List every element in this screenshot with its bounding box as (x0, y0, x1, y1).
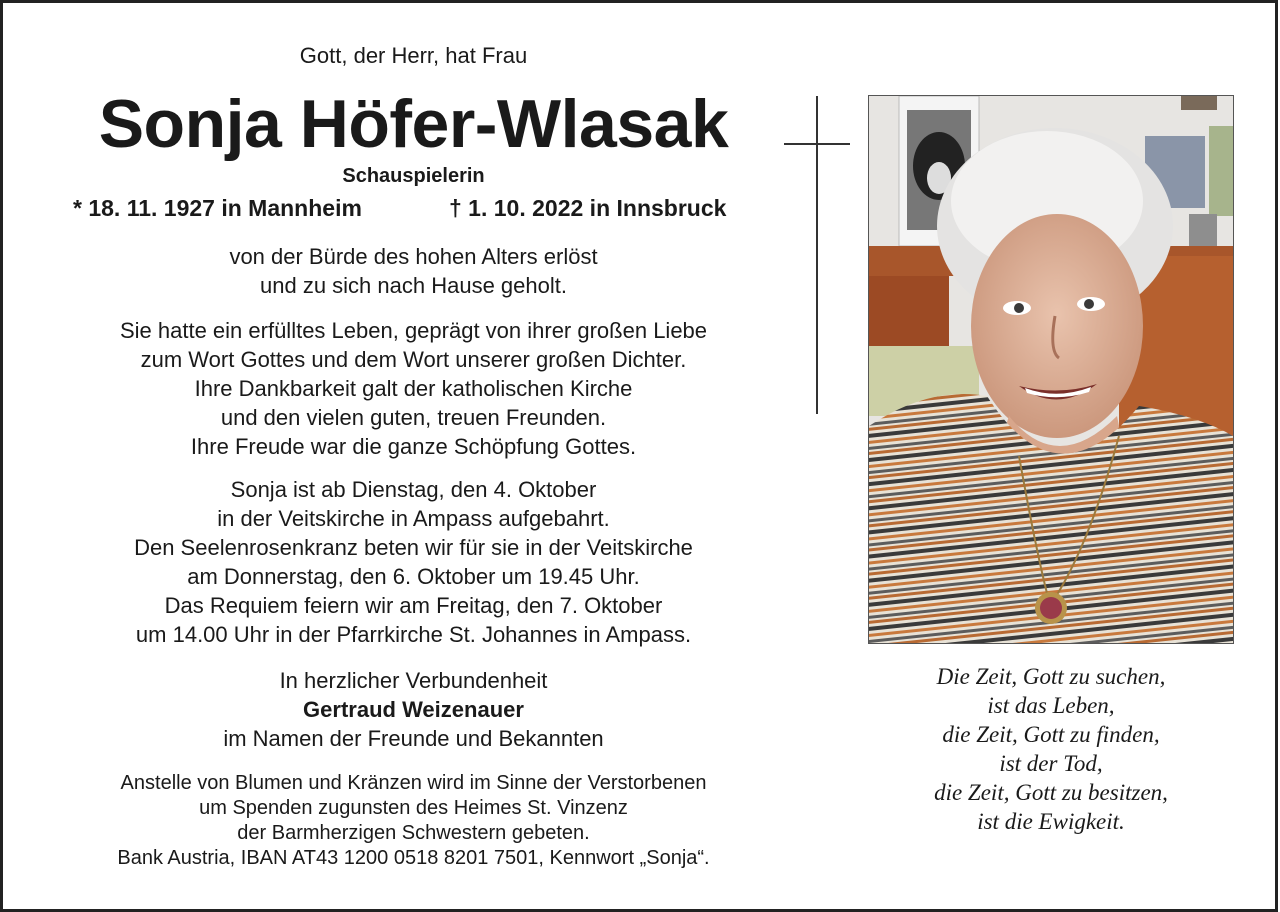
text-line: Anstelle von Blumen und Kränzen wird im Sinne der Verstorbenen (120, 772, 707, 794)
quote-line: die Zeit, Gott zu finden, (942, 722, 1160, 747)
quote-line: Die Zeit, Gott zu suchen, (936, 664, 1166, 689)
bank-details: Bank Austria, IBAN AT43 1200 0518 8201 7501, Kennwort „Sonja“. (117, 847, 710, 869)
deceased-name: Sonja Höfer-Wlasak (98, 86, 729, 162)
closing-line: In herzlicher Verbundenheit (279, 668, 548, 693)
signer-note: im Namen der Freunde und Bekannten (223, 726, 604, 751)
signature-block (31, 666, 796, 753)
released-paragraph (31, 242, 796, 300)
funeral-paragraph (31, 475, 796, 649)
quote-line: die Zeit, Gott zu besitzen, (934, 780, 1168, 805)
text-line: und zu sich nach Hause geholt. (260, 273, 567, 298)
cross-icon-horizontal (784, 143, 850, 145)
intro-line: Gott, der Herr, hat Frau (299, 43, 528, 68)
text-line: Sie hatte ein erfülltes Leben, geprägt von ihrer großen Liebe (119, 318, 708, 343)
birth-date: * 18. 11. 1927 in Mannheim (73, 195, 362, 221)
profession: Schauspielerin (342, 165, 485, 187)
donation-paragraph (31, 771, 796, 871)
life-paragraph (31, 316, 796, 461)
text-line: um Spenden zugunsten des Heimes St. Vinzenz (199, 797, 628, 819)
text-line: Ihre Freude war die ganze Schöpfung Gottes. (190, 434, 637, 459)
text-line: zum Wort Gottes und dem Wort unserer großen Dichter. (140, 347, 687, 372)
text-line: am Donnerstag, den 6. Oktober um 19.45 Uhr. (187, 564, 640, 589)
portrait-photo (868, 95, 1234, 644)
memorial-quote (873, 662, 1229, 836)
quote-line: ist die Ewigkeit. (977, 809, 1125, 834)
quote-line: ist das Leben, (987, 693, 1115, 718)
portrait-illustration (869, 96, 1233, 643)
text-line: Das Requiem feiern wir am Freitag, den 7. Oktober (164, 593, 663, 618)
death-date: † 1. 10. 2022 in Innsbruck (449, 195, 727, 221)
quote-line: ist der Tod, (999, 751, 1103, 776)
text-line: Sonja ist ab Dienstag, den 4. Oktober (230, 477, 597, 502)
text-line: der Barmherzigen Schwestern gebeten. (237, 822, 590, 844)
text-line: Den Seelenrosenkranz beten wir für sie in der Veitskirche (134, 535, 693, 560)
signer-name: Gertraud Weizenauer (303, 697, 524, 722)
text-line: um 14.00 Uhr in der Pfarrkirche St. Johannes in Ampass. (135, 622, 692, 647)
text-line: in der Veitskirche in Ampass aufgebahrt. (217, 506, 610, 531)
text-line: Ihre Dankbarkeit galt der katholischen Kirche (194, 376, 633, 401)
text-line: und den vielen guten, treuen Freunden. (220, 405, 607, 430)
text-line: von der Bürde des hohen Alters erlöst (229, 244, 598, 269)
